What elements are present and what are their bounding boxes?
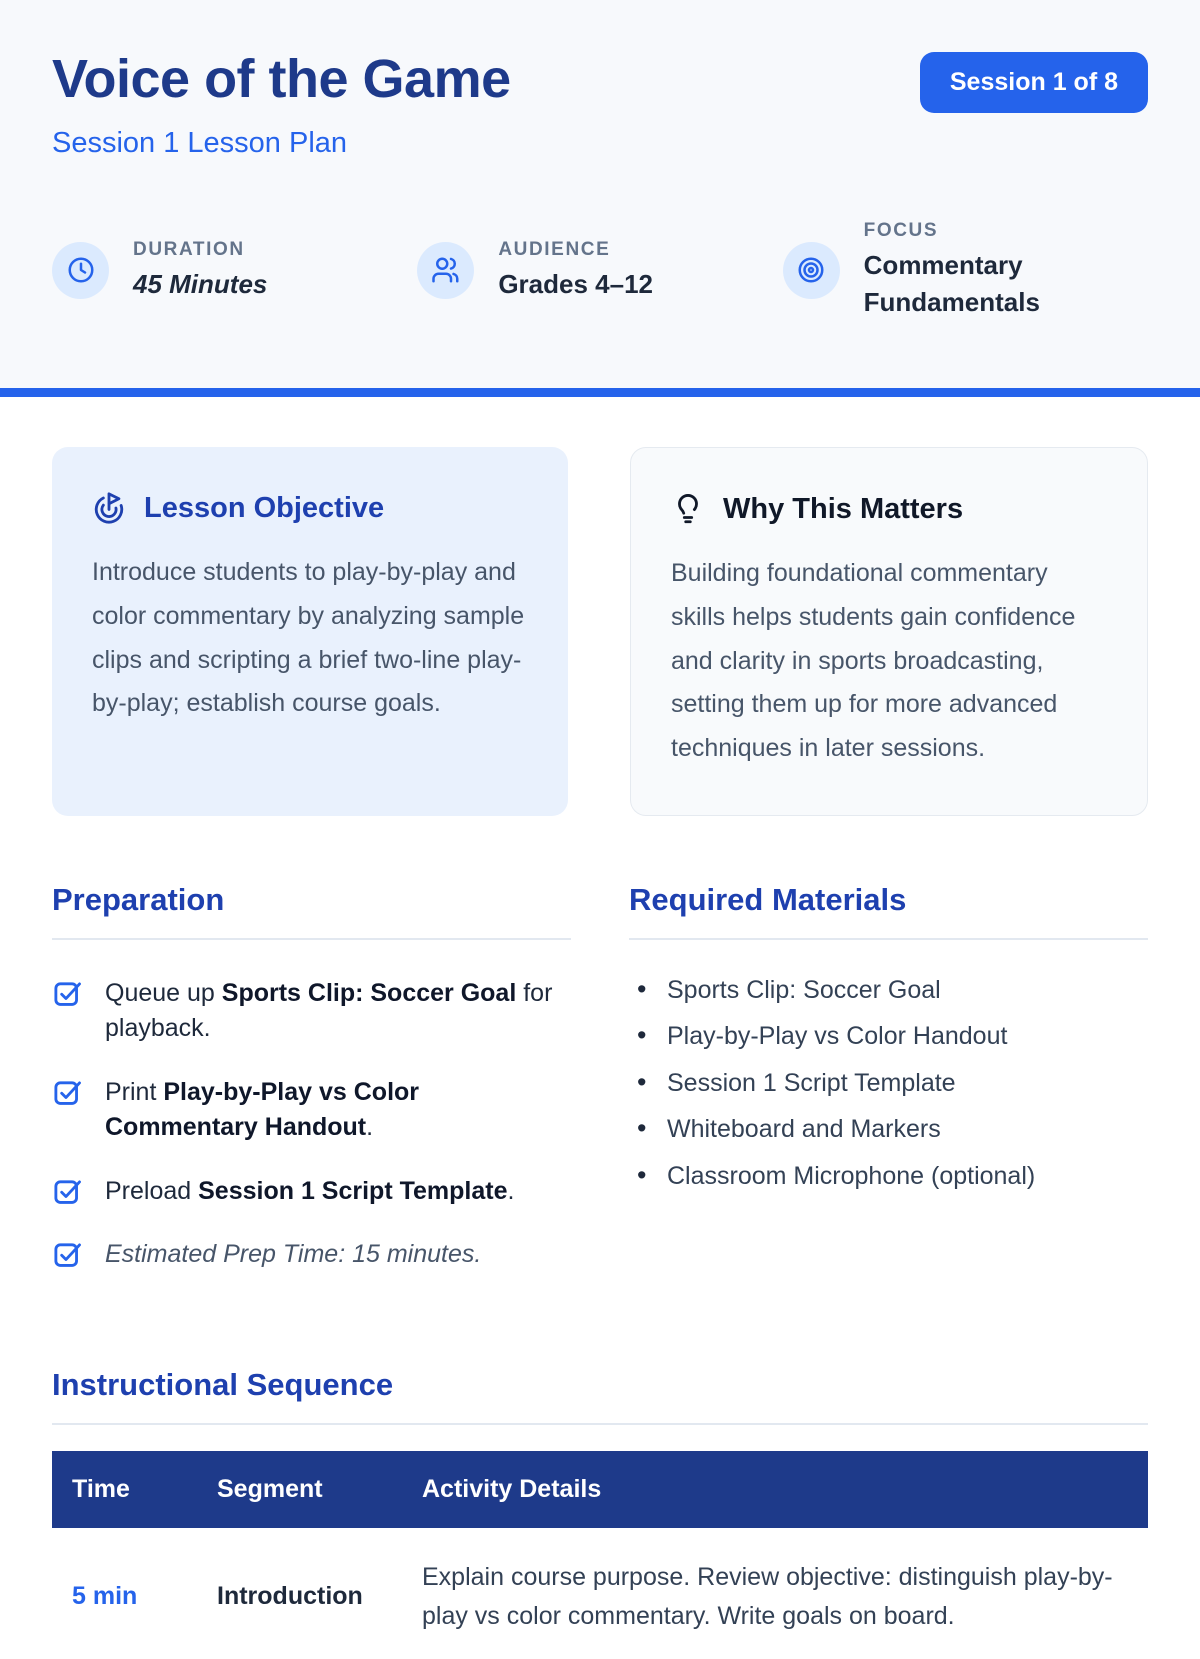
checklist-item: [52, 1075, 571, 1146]
column-header-activity: Activity Details: [412, 1451, 1148, 1528]
meta-label-focus: FOCUS: [863, 220, 939, 242]
column-header-time: Time: [52, 1451, 207, 1528]
checklist-item-text: Preload Session 1 Script Template.: [105, 1176, 515, 1205]
meta-row: [52, 220, 1148, 320]
meta-value-audience: Grades 4–12: [498, 268, 653, 299]
checkbox-checked-icon[interactable]: [52, 1176, 83, 1207]
lesson-objective-title: Lesson Objective: [144, 491, 385, 524]
why-this-matters-card: [630, 447, 1148, 816]
meta-item-duration: [52, 220, 417, 320]
sequence-row-details: Explain course purpose. Review objective: distinguish play-by-play vs color commentary. Write goals on board.: [422, 1562, 1113, 1630]
lightbulb-icon: [671, 492, 705, 526]
checklist-item-text: Print Play-by-Play vs Color Commentary Handout.: [105, 1077, 420, 1142]
checklist-item-text: Queue up Sports Clip: Soccer Goal for playback.: [105, 978, 553, 1043]
materials-list: [629, 974, 1148, 1193]
meta-label-duration: DURATION: [133, 238, 245, 260]
why-this-matters-heading: [671, 492, 1107, 526]
preparation-heading: Preparation: [52, 882, 571, 940]
session-badge: Session 1 of 8: [920, 52, 1148, 113]
preparation-checklist: [52, 976, 571, 1273]
instructional-sequence-heading: Instructional Sequence: [52, 1367, 1148, 1425]
checkbox-checked-icon[interactable]: [52, 978, 83, 1009]
summary-cards-row: [52, 447, 1148, 816]
sequence-row-time: 5 min: [72, 1582, 138, 1611]
sequence-row: [52, 1528, 1148, 1659]
meta-item-focus: [783, 220, 1148, 320]
page-subtitle: Session 1 Lesson Plan: [52, 127, 348, 160]
preparation-section: [52, 882, 571, 1301]
meta-text-duration: [133, 239, 267, 302]
main-content: [0, 447, 1200, 1659]
sequence-header-row: [52, 1451, 1148, 1528]
material-item: • Whiteboard and Markers: [629, 1113, 1148, 1146]
materials-heading: Required Materials: [629, 882, 1148, 940]
sequence-table: [52, 1451, 1148, 1659]
material-item: • Classroom Microphone (optional): [629, 1160, 1148, 1193]
checklist-item: [52, 976, 571, 1047]
material-item: • Session 1 Script Template: [629, 1067, 1148, 1100]
page-title: Voice of the Game: [52, 49, 511, 109]
lesson-objective-card: [52, 447, 568, 816]
meta-text-focus: [864, 220, 1128, 320]
users-icon: [417, 242, 474, 299]
target-icon: [783, 242, 840, 299]
meta-value-focus: Commentary Fundamentals: [863, 250, 1040, 317]
sequence-row-segment: Introduction: [217, 1582, 363, 1611]
why-this-matters-body: Building foundational commentary skills helps students gain confidence and clarity in sports broadcasting, setting them up for more advanced techniques in later sessions.: [671, 559, 1076, 763]
checkbox-checked-icon[interactable]: [52, 1239, 83, 1270]
checkbox-checked-icon[interactable]: [52, 1077, 83, 1108]
checklist-item: [52, 1174, 571, 1210]
material-item: • Sports Clip: Soccer Goal: [629, 974, 1148, 1007]
column-header-segment: Segment: [207, 1451, 412, 1528]
prep-materials-row: [52, 882, 1148, 1301]
header-band: [0, 0, 1200, 388]
accent-divider: [0, 388, 1200, 397]
lesson-objective-body: Introduce students to play-by-play and color commentary by analyzing sample clips and scripting a brief two-line play-by-play; establish course goals.: [92, 558, 525, 718]
instructional-sequence-section: [52, 1367, 1148, 1659]
sequence-table-body: [52, 1528, 1148, 1659]
goal-icon: [92, 491, 126, 525]
title-block: [52, 50, 511, 160]
clock-icon: [52, 242, 109, 299]
materials-section: [629, 882, 1148, 1301]
material-item: • Play-by-Play vs Color Handout: [629, 1020, 1148, 1053]
meta-label-audience: AUDIENCE: [498, 238, 611, 260]
checklist-item-prep-time: [52, 1237, 571, 1273]
meta-item-audience: [417, 220, 782, 320]
checklist-item-text: Estimated Prep Time: 15 minutes.: [105, 1240, 482, 1269]
meta-text-audience: [498, 239, 653, 302]
meta-value-duration: 45 Minutes: [133, 268, 268, 299]
sequence-table-head: [52, 1451, 1148, 1528]
lesson-objective-heading: [92, 491, 528, 525]
why-this-matters-title: Why This Matters: [723, 492, 964, 525]
header-top: [52, 50, 1148, 160]
